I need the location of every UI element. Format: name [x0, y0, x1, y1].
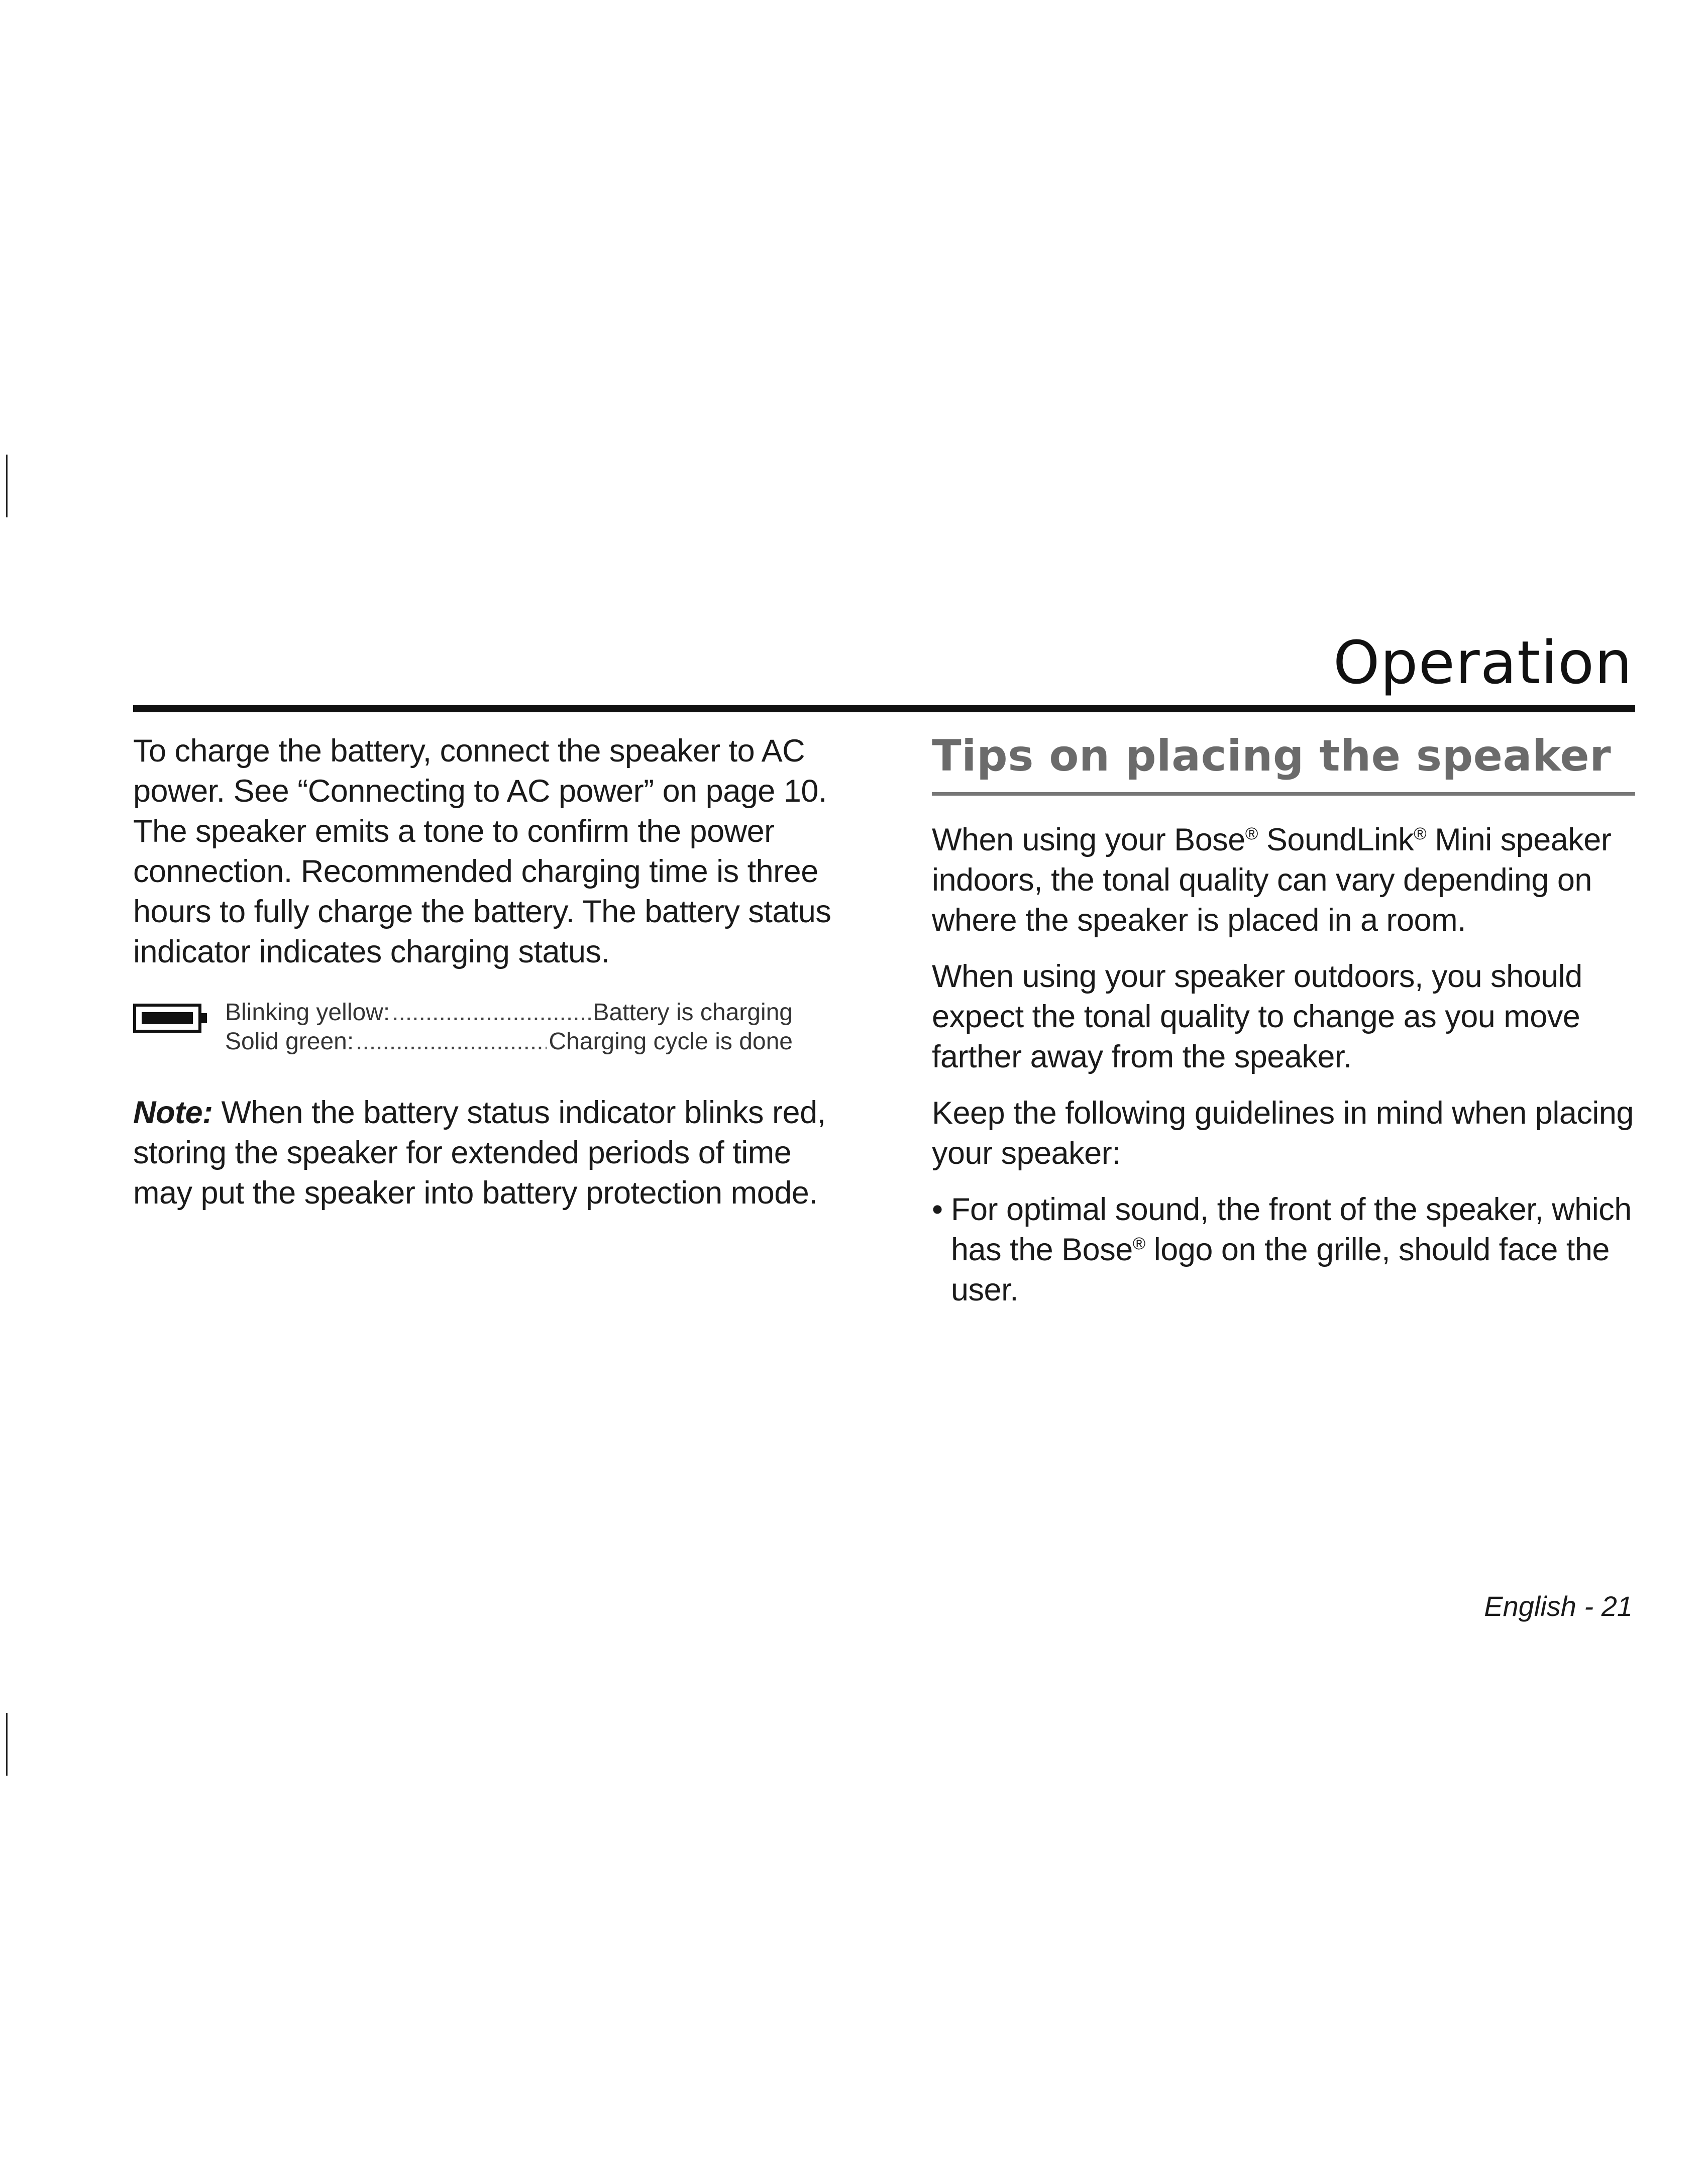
guidelines-intro: Keep the following guidelines in mind when placing your speaker:	[932, 1096, 1634, 1171]
text-span: SoundLink	[1257, 822, 1414, 857]
note-paragraph	[133, 1093, 836, 1213]
registered-mark: ®	[1245, 824, 1258, 843]
right-column	[932, 731, 1635, 1310]
note-text: When the battery status indicator blinks red, storing the speaker for extended periods of time may put the speaker into battery protection mode.	[133, 1095, 826, 1211]
text-span: Mini speaker indoors, the tonal quality can vary depending on where the speaker is placed in a room.	[932, 822, 1612, 938]
heading-rule	[932, 792, 1635, 796]
registered-mark: ®	[1132, 1234, 1145, 1253]
battery-status-list	[225, 998, 793, 1056]
outdoor-paragraph: When using your speaker outdoors, you should expect the tonal quality to change as you move farther away from the speaker.	[932, 959, 1582, 1074]
status-value: Battery is charging	[593, 999, 793, 1026]
text-span: logo on the grille, should face the user.	[951, 1232, 1610, 1307]
battery-status-block	[133, 998, 836, 1063]
crop-mark-bottom	[6, 1713, 8, 1776]
dot-leader	[392, 998, 591, 1027]
registered-mark: ®	[1414, 824, 1427, 843]
guideline-bullet	[932, 1189, 1635, 1310]
placement-heading: Tips on placing the speaker	[932, 731, 1612, 781]
status-label: Solid green:	[225, 1028, 354, 1055]
section-title: Operation	[1333, 628, 1633, 697]
crop-mark-top	[6, 455, 8, 517]
status-label: Blinking yellow:	[225, 999, 390, 1026]
dot-leader	[356, 1027, 547, 1056]
battery-full-icon	[133, 1002, 208, 1034]
text-span: When using your Bose	[932, 822, 1245, 857]
bullet-text	[951, 1189, 1635, 1310]
page-number: English - 21	[1484, 1590, 1633, 1622]
indoor-paragraph	[932, 820, 1635, 940]
charging-intro: To charge the battery, connect the speaker to AC power. See “Connecting to AC power” on page 10. The speaker emits a tone to confirm the power connection. Recommended charging time is three hours to fully charge the battery. The battery status indicator indicates charging status.	[133, 733, 831, 969]
text-span: For optimal sound, the front of the speaker, which has the Bose	[951, 1192, 1632, 1267]
bullet-mark: •	[932, 1192, 943, 1227]
title-rule	[133, 705, 1635, 712]
status-row-green	[225, 1027, 793, 1056]
status-row-yellow	[225, 998, 793, 1027]
status-value: Charging cycle is done	[549, 1028, 793, 1055]
note-label: Note:	[133, 1095, 213, 1130]
left-column	[133, 731, 836, 1213]
